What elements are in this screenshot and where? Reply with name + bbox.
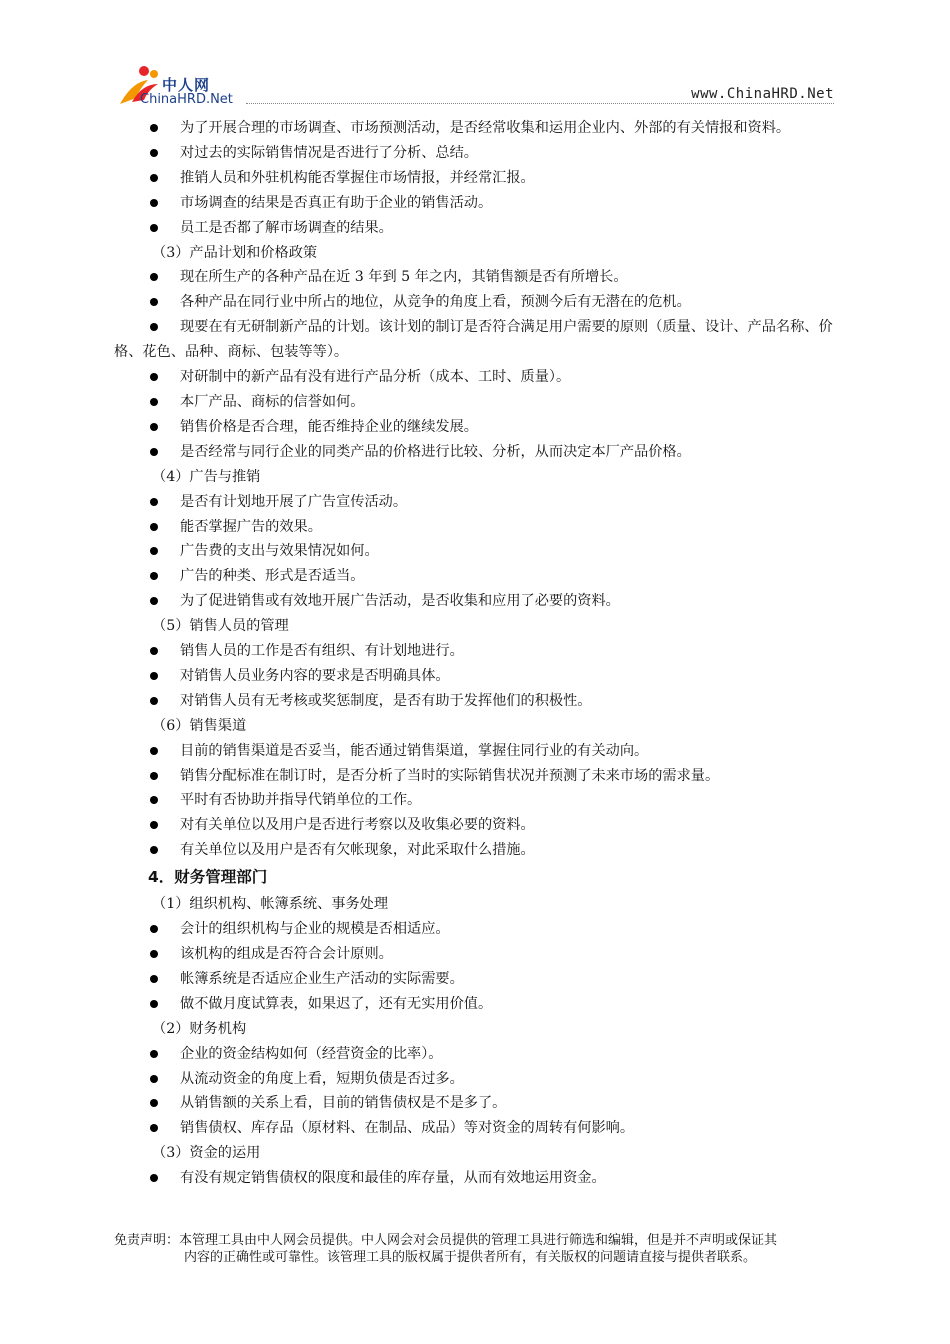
list-item: 目前的销售渠道是否妥当，能否通过销售渠道，掌握住同行业的有关动向。	[114, 739, 838, 764]
list-item: 为了促进销售或有效地开展广告活动，是否收集和应用了必要的资料。	[114, 589, 838, 614]
list-item: 有关单位以及用户是否有欠帐现象，对此采取什么措施。	[114, 838, 838, 863]
subsection-heading: （3）产品计划和价格政策	[152, 244, 318, 261]
list-item: 企业的资金结构如何（经营资金的比率）。	[114, 1042, 838, 1067]
list-item: 平时有否协助并指导代销单位的工作。	[114, 788, 838, 813]
bullet-icon	[150, 975, 158, 983]
bullet-icon	[150, 697, 158, 705]
subsection-heading: （3）资金的运用	[152, 1145, 261, 1162]
bullet-icon	[150, 821, 158, 829]
list-item: 是否经常与同行企业的同类产品的价格进行比较、分析，从而决定本厂产品价格。	[114, 440, 838, 465]
bullet-icon	[150, 149, 158, 157]
bullet-icon	[150, 547, 158, 555]
list-item: 有没有规定销售债权的限度和最佳的库存量，从而有效地运用资金。	[114, 1166, 838, 1191]
list-item: 销售分配标准在制订时，是否分析了当时的实际销售状况并预测了未来市场的需求量。	[114, 764, 838, 789]
list-item: 销售价格是否合理，能否维持企业的继续发展。	[114, 415, 838, 440]
list-item: 员工是否都了解市场调查的结果。	[114, 216, 838, 241]
list-item: 对过去的实际销售情况是否进行了分析、总结。	[114, 141, 838, 166]
bullet-icon	[150, 373, 158, 381]
bullet-icon	[150, 950, 158, 958]
bullet-icon	[150, 1174, 158, 1182]
list-item: 从销售额的关系上看，目前的销售债权是不是多了。	[114, 1091, 838, 1116]
bullet-icon	[150, 796, 158, 804]
document-body	[114, 116, 838, 1191]
section-heading: 4．财务管理部门	[148, 868, 268, 887]
disclaimer-line-1: 免责声明：本管理工具由中人网会员提供。中人网会对会员提供的管理工具进行筛选和编辑，但是并不声明或保证其	[114, 1233, 778, 1248]
bullet-icon	[150, 772, 158, 780]
bullet-icon	[150, 224, 158, 232]
list-item: 能否掌握广告的效果。	[114, 515, 838, 540]
chinahrd-logo[interactable]	[118, 64, 248, 110]
subsection-heading: （2）财务机构	[152, 1020, 247, 1037]
list-item: 对销售人员有无考核或奖惩制度，是否有助于发挥他们的积极性。	[114, 689, 838, 714]
list-item: 现在所生产的各种产品在近 3 年到 5 年之内，其销售额是否有所增长。	[114, 265, 838, 290]
page-header	[118, 64, 834, 112]
list-item: 对研制中的新产品有没有进行产品分析（成本、工时、质量）。	[114, 365, 838, 390]
list-item: 会计的组织机构与企业的规模是否相适应。	[114, 917, 838, 942]
bullet-icon	[150, 1099, 158, 1107]
subsection-heading: （4）广告与推销	[152, 468, 261, 485]
bullet-icon	[150, 1124, 158, 1132]
disclaimer-line-2: 内容的正确性或可靠性。该管理工具的版权属于提供者所有，有关版权的问题请直接与提供者联系。	[184, 1250, 757, 1265]
bullet-icon	[150, 174, 158, 182]
list-item: 从流动资金的角度上看，短期负债是否过多。	[114, 1067, 838, 1092]
bullet-icon	[150, 1000, 158, 1008]
header-divider	[246, 103, 834, 104]
bullet-icon	[150, 647, 158, 655]
list-item: 市场调查的结果是否真正有助于企业的销售活动。	[114, 191, 838, 216]
list-item: 该机构的组成是否符合会计原则。	[114, 942, 838, 967]
list-item: 对销售人员业务内容的要求是否明确具体。	[114, 664, 838, 689]
bullet-icon	[150, 672, 158, 680]
bullet-icon	[150, 523, 158, 531]
bullet-icon	[150, 124, 158, 132]
bullet-icon	[150, 747, 158, 755]
bullet-icon	[150, 323, 158, 331]
subsection-heading: （1）组织机构、帐簿系统、事务处理	[152, 896, 389, 913]
list-item: 是否有计划地开展了广告宣传活动。	[114, 490, 838, 515]
logo-cn-text: 中人网	[162, 76, 211, 94]
bullet-icon	[150, 572, 158, 580]
bullet-icon	[150, 423, 158, 431]
list-item: 推销人员和外驻机构能否掌握住市场情报，并经常汇报。	[114, 166, 838, 191]
bullet-icon	[150, 298, 158, 306]
bullet-icon	[150, 846, 158, 854]
list-item: 为了开展合理的市场调查、市场预测活动，是否经常收集和运用企业内、外部的有关情报和资料。	[114, 116, 838, 141]
bullet-icon	[150, 398, 158, 406]
list-item: 现要在有无研制新产品的计划。该计划的制订是否符合满足用户需要的原则（质量、设计、产品名称、价格、花色、品种、商标、包装等等）。	[114, 319, 833, 361]
list-item: 各种产品在同行业中所占的地位，从竞争的角度上看，预测今后有无潜在的危机。	[114, 290, 838, 315]
bullet-icon	[150, 597, 158, 605]
site-url-link[interactable]: www.ChinaHRD.Net	[691, 86, 834, 102]
list-item: 销售债权、库存品（原材料、在制品、成品）等对资金的周转有何影响。	[114, 1116, 838, 1141]
bullet-icon	[150, 1050, 158, 1058]
list-item: 广告的种类、形式是否适当。	[114, 564, 838, 589]
bullet-icon	[150, 925, 158, 933]
list-item: 本厂产品、商标的信誉如何。	[114, 390, 838, 415]
subsection-heading: （5）销售人员的管理	[152, 618, 289, 635]
bullet-icon	[150, 448, 158, 456]
bullet-icon	[150, 498, 158, 506]
bullet-icon	[150, 199, 158, 207]
subsection-heading: （6）销售渠道	[152, 717, 247, 734]
list-item: 广告费的支出与效果情况如何。	[114, 539, 838, 564]
list-item: 销售人员的工作是否有组织、有计划地进行。	[114, 639, 838, 664]
list-item: 对有关单位以及用户是否进行考察以及收集必要的资料。	[114, 813, 838, 838]
bullet-icon	[150, 1075, 158, 1083]
bullet-icon	[150, 273, 158, 281]
list-item: 做不做月度试算表，如果迟了，还有无实用价值。	[114, 992, 838, 1017]
disclaimer-footer	[114, 1232, 838, 1266]
list-item: 帐簿系统是否适应企业生产活动的实际需要。	[114, 967, 838, 992]
logo-en-text: ChinaHRD.Net	[140, 92, 233, 107]
